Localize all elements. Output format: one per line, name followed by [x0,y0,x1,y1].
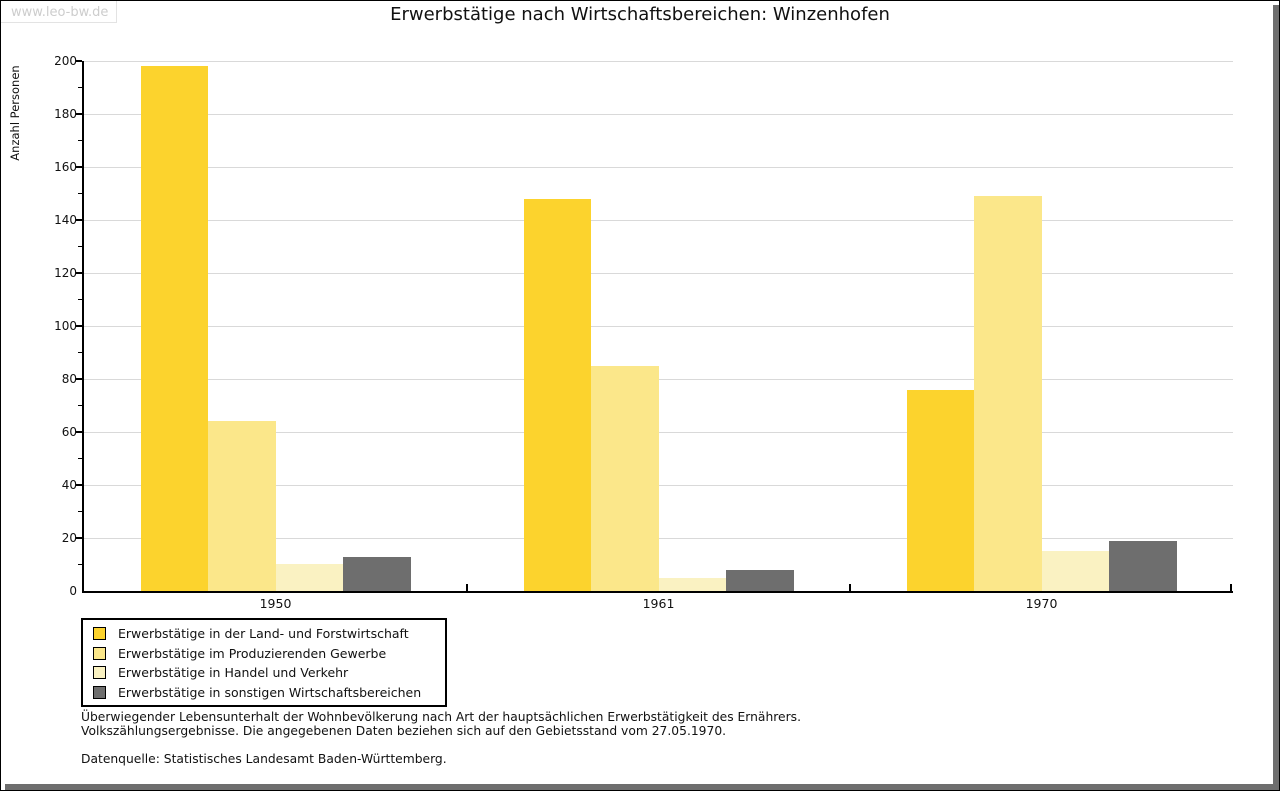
gridline-100 [84,326,1233,327]
bar-1970-series4 [1109,541,1177,591]
y-tick-label-40: 40 [61,478,77,492]
x-tick-2 [1230,584,1232,591]
bar-1950-series4 [343,557,411,591]
y-tick-label-120: 120 [54,266,77,280]
legend-label-2: Erwerbstätige im Produzierenden Gewerbe [118,645,387,661]
y-minor-tick-10 [78,564,82,565]
bar-1950-series2 [208,421,276,591]
y-tick-label-140: 140 [54,213,77,227]
legend-row-2 [91,644,437,664]
frame-shadow-right [1273,5,1279,790]
y-minor-tick-90 [78,352,82,353]
y-tick-label-100: 100 [54,319,77,333]
legend-swatch-4 [93,686,106,699]
y-minor-tick-190 [78,87,82,88]
legend-label-4: Erwerbstätige in sonstigen Wirtschaftsbereichen [118,684,422,700]
gridline-140 [84,220,1233,221]
footnotes [81,711,801,766]
legend-row-3 [91,663,437,683]
y-minor-tick-110 [78,299,82,300]
chart-title: Erwerbstätige nach Wirtschaftsbereichen: Winzenhofen [390,4,890,25]
x-tick-1 [849,584,851,591]
bar-1961-series4 [726,570,794,591]
y-tick-label-200: 200 [54,54,77,68]
y-minor-tick-70 [78,405,82,406]
bar-1970-series3 [1042,551,1110,591]
bar-1961-series1 [524,199,592,591]
legend-label-3: Erwerbstätige in Handel und Verkehr [118,665,349,681]
y-tick-label-20: 20 [61,531,77,545]
watermark-leo-bw: www.leo-bw.de [1,1,117,23]
gridline-120 [84,273,1233,274]
y-tick-label-160: 160 [54,160,77,174]
bar-1970-series1 [907,390,975,591]
frame-shadow-bottom [5,784,1279,790]
legend-swatch-2 [93,647,106,660]
bar-1950-series1 [141,66,209,591]
y-tick-label-180: 180 [54,107,77,121]
y-minor-tick-170 [78,140,82,141]
legend-row-4 [91,683,437,703]
y-minor-tick-150 [78,193,82,194]
y-minor-tick-30 [78,511,82,512]
x-tick-label-1961: 1961 [642,596,675,611]
bar-1961-series3 [659,578,727,591]
bar-1970-series2 [974,196,1042,591]
footnote-line-1: Überwiegender Lebensunterhalt der Wohnbevölkerung nach Art der hauptsächlichen Erwerbstätigkeit des Ernährers. [81,710,801,724]
legend-label-1: Erwerbstätige in der Land- und Forstwirtschaft [118,626,409,642]
y-tick-label-80: 80 [61,372,77,386]
y-axis-line [82,61,84,593]
y-tick-label-60: 60 [61,425,77,439]
bar-1950-series3 [276,564,344,591]
legend-row-1 [91,624,437,644]
x-tick-label-1970: 1970 [1025,596,1058,611]
y-tick-label-0: 0 [69,584,77,598]
y-minor-tick-130 [78,246,82,247]
legend-swatch-1 [93,627,106,640]
legend-rows [91,624,437,702]
gridline-80 [84,379,1233,380]
bar-1961-series2 [591,366,659,591]
footnote-line-2: Volkszählungsergebnisse. Die angegebenen Daten beziehen sich auf den Gebietsstand vom 27.05.1970. [81,723,727,738]
x-tick-0 [466,584,468,591]
gridline-200 [84,61,1233,62]
data-source: Datenquelle: Statistisches Landesamt Baden-Württemberg. [81,751,447,766]
legend-box [81,618,447,707]
gridline-160 [84,167,1233,168]
x-axis-line [82,591,1233,593]
x-tick-label-1950: 1950 [259,596,292,611]
legend-swatch-3 [93,666,106,679]
gridline-180 [84,114,1233,115]
y-minor-tick-50 [78,458,82,459]
y-axis-title: Anzahl Personen [8,65,22,161]
